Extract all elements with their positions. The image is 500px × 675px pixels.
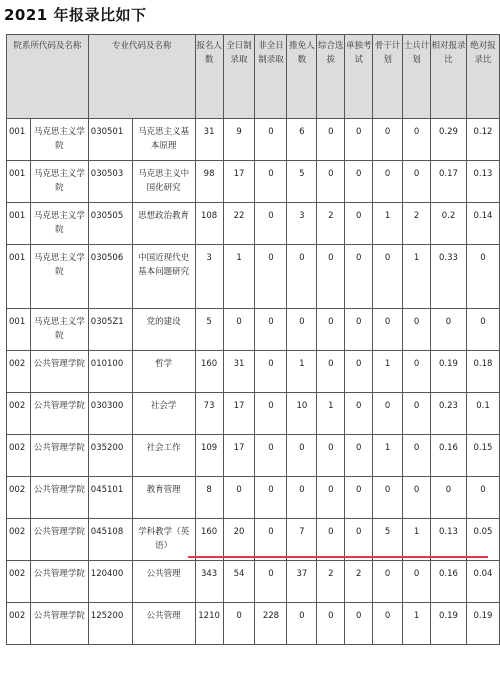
value-cell: 0 bbox=[317, 435, 345, 477]
value-cell: 5 bbox=[287, 161, 317, 203]
value-cell: 6 bbox=[287, 119, 317, 161]
value-cell: 0 bbox=[373, 309, 403, 351]
value-cell: 5 bbox=[195, 309, 223, 351]
value-cell: 0 bbox=[345, 119, 373, 161]
value-cell: 0 bbox=[403, 309, 431, 351]
table-row bbox=[7, 161, 500, 203]
value-cell: 228 bbox=[255, 603, 287, 645]
highlight-underline bbox=[188, 556, 488, 558]
dept-name-cell: 公共管理学院 bbox=[30, 561, 88, 603]
dept-code-cell: 001 bbox=[7, 309, 31, 351]
header-absolute-ratio: 绝对报录比 bbox=[466, 35, 499, 119]
value-cell: 0 bbox=[317, 309, 345, 351]
dept-name-cell: 马克思主义学院 bbox=[30, 161, 88, 203]
value-cell: 0 bbox=[255, 351, 287, 393]
dept-name-cell: 公共管理学院 bbox=[30, 603, 88, 645]
value-cell: 1 bbox=[317, 393, 345, 435]
dept-code-cell: 002 bbox=[7, 435, 31, 477]
major-code-cell: 125200 bbox=[88, 603, 132, 645]
value-cell: 1 bbox=[373, 435, 403, 477]
major-name-cell: 学科教学（英语） bbox=[132, 519, 195, 561]
value-cell: 0 bbox=[403, 351, 431, 393]
value-cell: 0 bbox=[373, 477, 403, 519]
value-cell: 0 bbox=[255, 435, 287, 477]
value-cell: 0.17 bbox=[431, 161, 467, 203]
value-cell: 0 bbox=[373, 245, 403, 309]
major-name-cell: 教育管理 bbox=[132, 477, 195, 519]
value-cell: 160 bbox=[195, 519, 223, 561]
value-cell: 1 bbox=[287, 351, 317, 393]
dept-code-cell: 002 bbox=[7, 477, 31, 519]
value-cell: 0.14 bbox=[466, 203, 499, 245]
value-cell: 0 bbox=[403, 119, 431, 161]
major-code-cell: 030506 bbox=[88, 245, 132, 309]
value-cell: 1 bbox=[403, 603, 431, 645]
major-name-cell: 社会学 bbox=[132, 393, 195, 435]
dept-code-cell: 001 bbox=[7, 245, 31, 309]
major-code-cell: 030300 bbox=[88, 393, 132, 435]
admission-ratio-table bbox=[6, 34, 500, 645]
value-cell: 0 bbox=[223, 309, 255, 351]
dept-name-cell: 公共管理学院 bbox=[30, 393, 88, 435]
value-cell: 20 bbox=[223, 519, 255, 561]
value-cell: 73 bbox=[195, 393, 223, 435]
dept-code-cell: 001 bbox=[7, 119, 31, 161]
value-cell: 0.05 bbox=[466, 519, 499, 561]
value-cell: 0 bbox=[466, 245, 499, 309]
value-cell: 10 bbox=[287, 393, 317, 435]
value-cell: 0 bbox=[223, 477, 255, 519]
table-row bbox=[7, 477, 500, 519]
value-cell: 0 bbox=[317, 351, 345, 393]
header-recommended: 推免人数 bbox=[287, 35, 317, 119]
dept-name-cell: 公共管理学院 bbox=[30, 351, 88, 393]
major-name-cell: 公共管理 bbox=[132, 603, 195, 645]
header-parttime: 非全日制录取 bbox=[255, 35, 287, 119]
major-code-cell: 0305Z1 bbox=[88, 309, 132, 351]
value-cell: 0 bbox=[403, 561, 431, 603]
header-fulltime: 全日制录取 bbox=[223, 35, 255, 119]
table-row bbox=[7, 393, 500, 435]
value-cell: 0 bbox=[317, 161, 345, 203]
value-cell: 3 bbox=[195, 245, 223, 309]
value-cell: 1 bbox=[403, 519, 431, 561]
dept-name-cell: 马克思主义学院 bbox=[30, 309, 88, 351]
value-cell: 0 bbox=[255, 203, 287, 245]
major-name-cell: 公共管理 bbox=[132, 561, 195, 603]
value-cell: 2 bbox=[403, 203, 431, 245]
header-major: 专业代码及名称 bbox=[88, 35, 195, 119]
value-cell: 0 bbox=[223, 603, 255, 645]
value-cell: 0 bbox=[255, 519, 287, 561]
dept-code-cell: 002 bbox=[7, 519, 31, 561]
dept-code-cell: 002 bbox=[7, 393, 31, 435]
header-backbone-plan: 骨干计划 bbox=[373, 35, 403, 119]
value-cell: 0.19 bbox=[466, 603, 499, 645]
major-code-cell: 045101 bbox=[88, 477, 132, 519]
major-name-cell: 马克思主义中国化研究 bbox=[132, 161, 195, 203]
value-cell: 17 bbox=[223, 161, 255, 203]
value-cell: 0 bbox=[373, 561, 403, 603]
dept-name-cell: 马克思主义学院 bbox=[30, 245, 88, 309]
value-cell: 0.12 bbox=[466, 119, 499, 161]
value-cell: 0 bbox=[431, 309, 467, 351]
value-cell: 0 bbox=[255, 309, 287, 351]
major-name-cell: 思想政治教育 bbox=[132, 203, 195, 245]
value-cell: 0 bbox=[255, 161, 287, 203]
table-row bbox=[7, 519, 500, 561]
major-code-cell: 120400 bbox=[88, 561, 132, 603]
value-cell: 3 bbox=[287, 203, 317, 245]
value-cell: 0 bbox=[255, 561, 287, 603]
value-cell: 109 bbox=[195, 435, 223, 477]
major-code-cell: 030505 bbox=[88, 203, 132, 245]
value-cell: 0 bbox=[373, 119, 403, 161]
value-cell: 0 bbox=[255, 119, 287, 161]
value-cell: 1 bbox=[223, 245, 255, 309]
dept-name-cell: 马克思主义学院 bbox=[30, 119, 88, 161]
value-cell: 0.15 bbox=[466, 435, 499, 477]
value-cell: 0.16 bbox=[431, 435, 467, 477]
dept-name-cell: 公共管理学院 bbox=[30, 435, 88, 477]
dept-code-cell: 002 bbox=[7, 351, 31, 393]
value-cell: 0 bbox=[431, 477, 467, 519]
value-cell: 0 bbox=[317, 245, 345, 309]
value-cell: 9 bbox=[223, 119, 255, 161]
value-cell: 0 bbox=[345, 309, 373, 351]
header-relative-ratio: 相对报录比 bbox=[431, 35, 467, 119]
value-cell: 0 bbox=[345, 203, 373, 245]
value-cell: 0 bbox=[345, 393, 373, 435]
value-cell: 0 bbox=[345, 519, 373, 561]
value-cell: 0.19 bbox=[431, 351, 467, 393]
table-row bbox=[7, 603, 500, 645]
header-applicants: 报名人数 bbox=[195, 35, 223, 119]
value-cell: 31 bbox=[195, 119, 223, 161]
value-cell: 0 bbox=[373, 161, 403, 203]
value-cell: 0 bbox=[317, 519, 345, 561]
header-soldier-plan: 士兵计划 bbox=[403, 35, 431, 119]
value-cell: 0.2 bbox=[431, 203, 467, 245]
major-name-cell: 党的建设 bbox=[132, 309, 195, 351]
value-cell: 0 bbox=[403, 161, 431, 203]
value-cell: 7 bbox=[287, 519, 317, 561]
value-cell: 0 bbox=[317, 603, 345, 645]
value-cell: 0 bbox=[373, 393, 403, 435]
value-cell: 1 bbox=[373, 203, 403, 245]
value-cell: 0 bbox=[403, 435, 431, 477]
dept-name-cell: 马克思主义学院 bbox=[30, 203, 88, 245]
value-cell: 2 bbox=[317, 203, 345, 245]
value-cell: 0 bbox=[345, 435, 373, 477]
value-cell: 0 bbox=[345, 161, 373, 203]
value-cell: 54 bbox=[223, 561, 255, 603]
value-cell: 0.13 bbox=[431, 519, 467, 561]
value-cell: 1210 bbox=[195, 603, 223, 645]
value-cell: 0.1 bbox=[466, 393, 499, 435]
value-cell: 0.16 bbox=[431, 561, 467, 603]
value-cell: 108 bbox=[195, 203, 223, 245]
major-name-cell: 中国近现代史基本问题研究 bbox=[132, 245, 195, 309]
major-code-cell: 030501 bbox=[88, 119, 132, 161]
page-title: 2021 年报录比如下 bbox=[4, 6, 147, 24]
major-code-cell: 010100 bbox=[88, 351, 132, 393]
value-cell: 0.18 bbox=[466, 351, 499, 393]
value-cell: 0 bbox=[345, 351, 373, 393]
header-separate-exam: 单独考试 bbox=[345, 35, 373, 119]
value-cell: 0 bbox=[373, 603, 403, 645]
value-cell: 0 bbox=[255, 393, 287, 435]
dept-name-cell: 公共管理学院 bbox=[30, 477, 88, 519]
table-row bbox=[7, 203, 500, 245]
value-cell: 0 bbox=[287, 435, 317, 477]
value-cell: 5 bbox=[373, 519, 403, 561]
value-cell: 0.29 bbox=[431, 119, 467, 161]
value-cell: 0 bbox=[317, 477, 345, 519]
major-name-cell: 哲学 bbox=[132, 351, 195, 393]
value-cell: 0.04 bbox=[466, 561, 499, 603]
table-row bbox=[7, 119, 500, 161]
dept-code-cell: 001 bbox=[7, 203, 31, 245]
value-cell: 0 bbox=[466, 309, 499, 351]
dept-code-cell: 002 bbox=[7, 603, 31, 645]
value-cell: 1 bbox=[373, 351, 403, 393]
table-row bbox=[7, 245, 500, 309]
value-cell: 0 bbox=[466, 477, 499, 519]
value-cell: 98 bbox=[195, 161, 223, 203]
value-cell: 160 bbox=[195, 351, 223, 393]
value-cell: 0 bbox=[345, 245, 373, 309]
dept-name-cell: 公共管理学院 bbox=[30, 519, 88, 561]
value-cell: 0 bbox=[317, 119, 345, 161]
value-cell: 8 bbox=[195, 477, 223, 519]
table-row bbox=[7, 309, 500, 351]
major-name-cell: 马克思主义基本原理 bbox=[132, 119, 195, 161]
header-dept: 院系所代码及名称 bbox=[7, 35, 89, 119]
value-cell: 0 bbox=[403, 477, 431, 519]
value-cell: 2 bbox=[317, 561, 345, 603]
table-row bbox=[7, 435, 500, 477]
value-cell: 22 bbox=[223, 203, 255, 245]
value-cell: 0.13 bbox=[466, 161, 499, 203]
major-code-cell: 035200 bbox=[88, 435, 132, 477]
value-cell: 0 bbox=[287, 603, 317, 645]
dept-code-cell: 002 bbox=[7, 561, 31, 603]
value-cell: 0 bbox=[345, 477, 373, 519]
value-cell: 0.33 bbox=[431, 245, 467, 309]
table-row bbox=[7, 351, 500, 393]
value-cell: 2 bbox=[345, 561, 373, 603]
value-cell: 31 bbox=[223, 351, 255, 393]
value-cell: 0 bbox=[287, 477, 317, 519]
value-cell: 17 bbox=[223, 435, 255, 477]
value-cell: 0.23 bbox=[431, 393, 467, 435]
value-cell: 0 bbox=[287, 245, 317, 309]
value-cell: 0 bbox=[255, 477, 287, 519]
table-header-row bbox=[7, 35, 500, 119]
value-cell: 0 bbox=[345, 603, 373, 645]
major-code-cell: 030503 bbox=[88, 161, 132, 203]
value-cell: 37 bbox=[287, 561, 317, 603]
value-cell: 0.19 bbox=[431, 603, 467, 645]
value-cell: 343 bbox=[195, 561, 223, 603]
dept-code-cell: 001 bbox=[7, 161, 31, 203]
value-cell: 0 bbox=[287, 309, 317, 351]
value-cell: 17 bbox=[223, 393, 255, 435]
major-name-cell: 社会工作 bbox=[132, 435, 195, 477]
value-cell: 0 bbox=[403, 393, 431, 435]
major-code-cell: 045108 bbox=[88, 519, 132, 561]
header-comprehensive: 综合选拔 bbox=[317, 35, 345, 119]
value-cell: 0 bbox=[255, 245, 287, 309]
table-row bbox=[7, 561, 500, 603]
value-cell: 1 bbox=[403, 245, 431, 309]
